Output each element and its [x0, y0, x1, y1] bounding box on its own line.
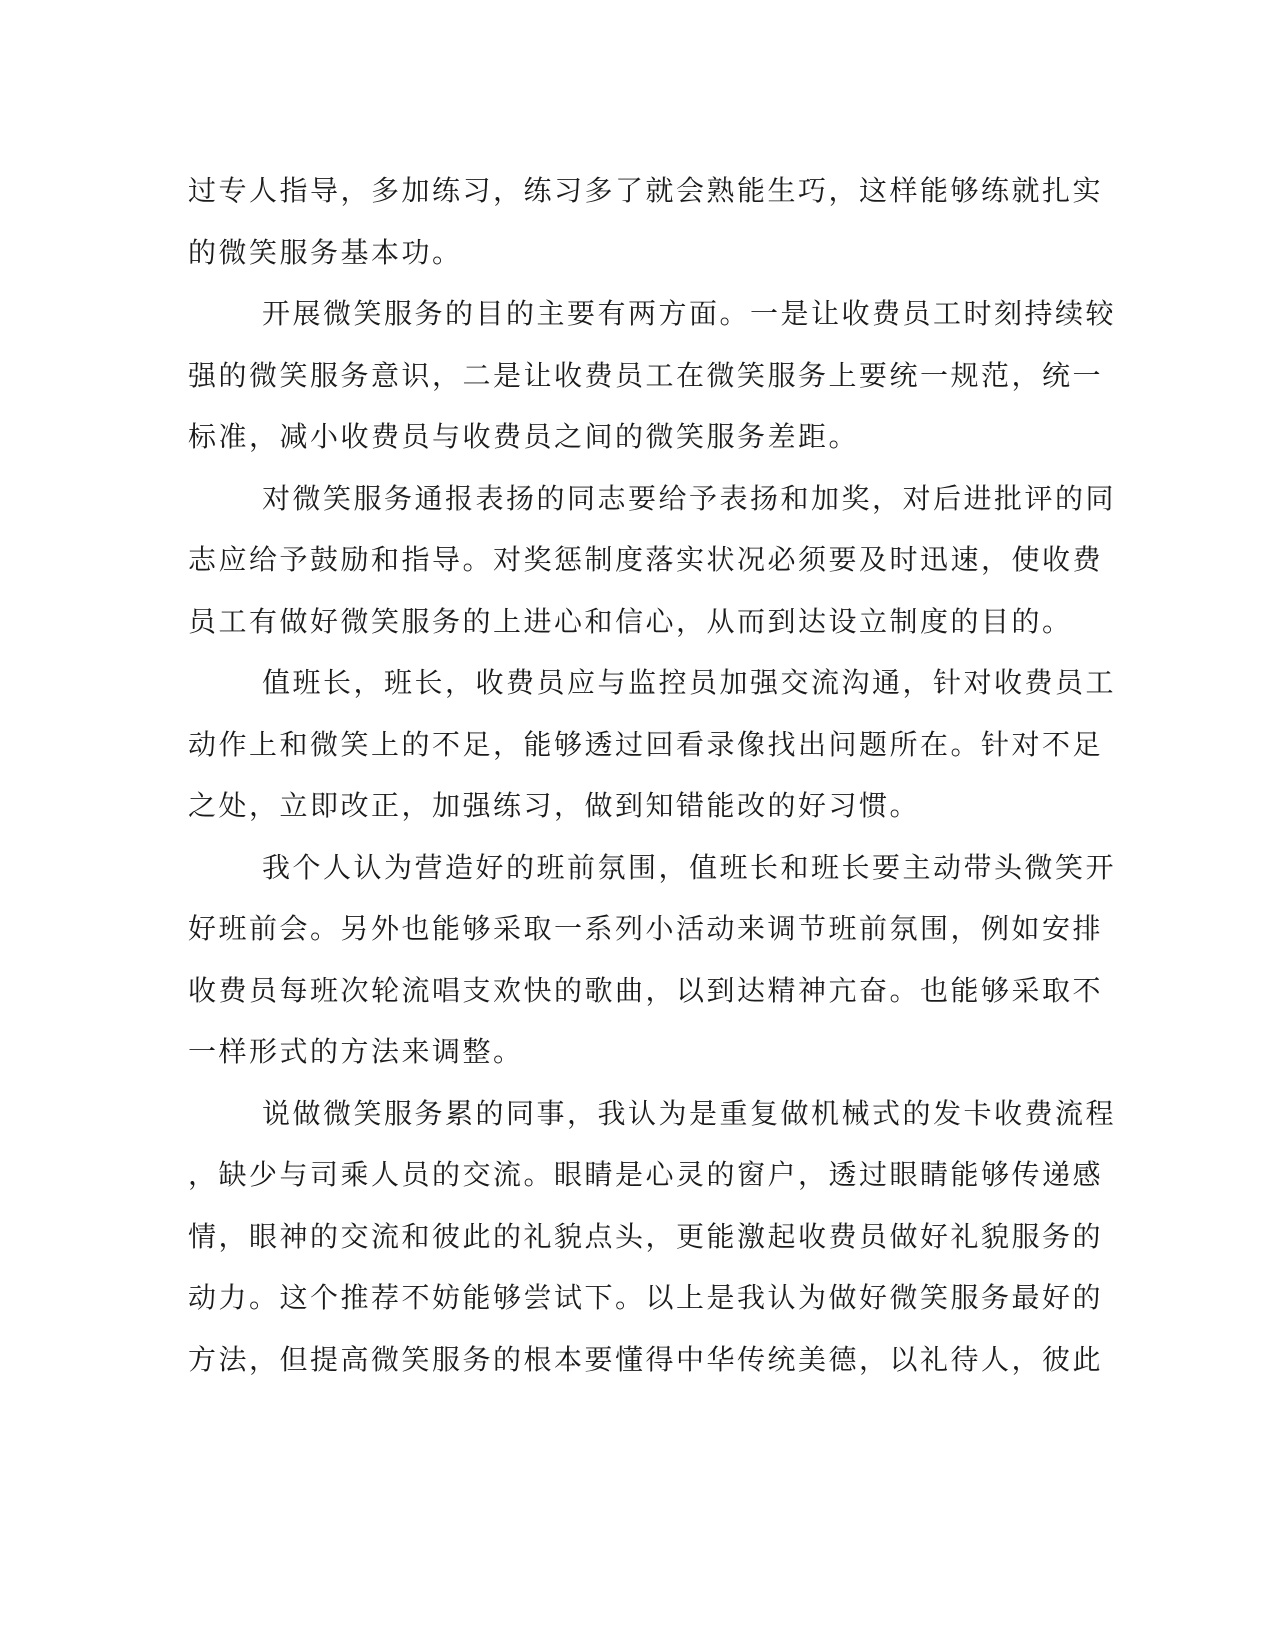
paragraph-start-line: 说做微笑服务累的同事，我认为是重复做机械式的发卡收费流程	[262, 1096, 1117, 1130]
text-line: 好班前会。另外也能够采取一系列小活动来调节班前氛围，例如安排	[188, 912, 1104, 945]
text-line: 动力。这个推荐不妨能够尝试下。以上是我认为做好微笑服务最好的	[188, 1281, 1104, 1314]
text-line: 过专人指导，多加练习，练习多了就会熟能生巧，这样能够练就扎实	[188, 174, 1104, 207]
paragraph-start-line: 我个人认为营造好的班前氛围，值班长和班长要主动带头微笑开	[262, 850, 1117, 884]
paragraph-start-line: 对微笑服务通报表扬的同志要给予表扬和加奖，对后进批评的同	[262, 481, 1117, 515]
text-line: 之处，立即改正，加强练习，做到知错能改的好习惯。	[188, 789, 921, 822]
text-line: 的微笑服务基本功。	[188, 235, 463, 269]
body-text	[188, 160, 1117, 1390]
text-line: 志应给予鼓励和指导。对奖惩制度落实状况必须要及时迅速，使收费	[188, 543, 1104, 576]
text-line: 收费员每班次轮流唱支欢快的歌曲，以到达精神亢奋。也能够采取不	[188, 973, 1104, 1007]
text-line: 员工有做好微笑服务的上进心和信心，从而到达设立制度的目的。	[188, 604, 1073, 638]
text-line: 动作上和微笑上的不足，能够透过回看录像找出问题所在。针对不足	[188, 727, 1104, 761]
text-line: 标准，减小收费员与收费员之间的微笑服务差距。	[188, 420, 860, 453]
paragraph-start-line: 开展微笑服务的目的主要有两方面。一是让收费员工时刻持续较	[262, 297, 1117, 330]
text-line: ，缺少与司乘人员的交流。眼睛是心灵的窗户，透过眼睛能够传递感	[188, 1158, 1104, 1191]
text-line: 强的微笑服务意识，二是让收费员工在微笑服务上要统一规范，统一	[188, 358, 1104, 392]
text-line: 方法，但提高微笑服务的根本要懂得中华传统美德，以礼待人，彼此	[188, 1342, 1104, 1376]
paragraph-start-line: 值班长，班长，收费员应与监控员加强交流沟通，针对收费员工	[262, 666, 1117, 699]
text-line: 一样形式的方法来调整。	[188, 1035, 524, 1068]
text-line: 情，眼神的交流和彼此的礼貌点头，更能激起收费员做好礼貌服务的	[188, 1219, 1104, 1253]
